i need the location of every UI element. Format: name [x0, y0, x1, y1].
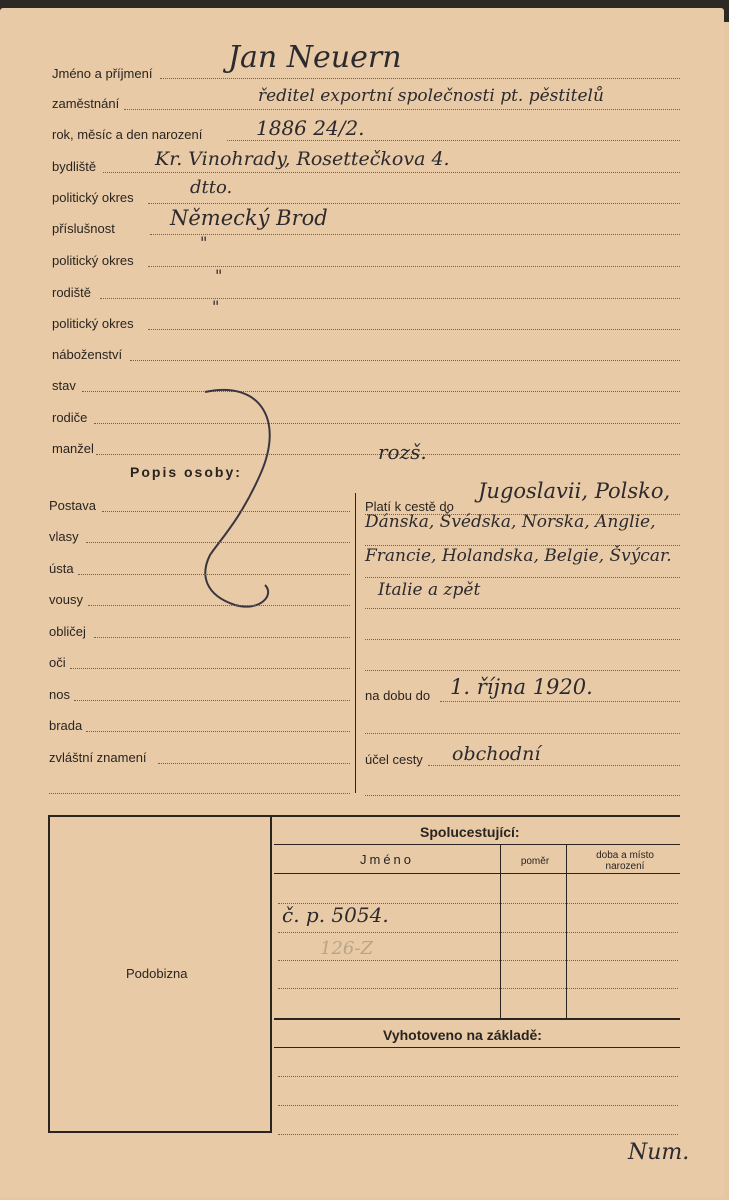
period-value: 1. října 1920. — [450, 675, 593, 699]
desc-hair: vlasy — [49, 529, 79, 544]
destination-line-2: Dánska, Švédska, Norska, Anglie, — [365, 512, 656, 532]
header-rule — [274, 873, 680, 874]
dotline — [148, 203, 680, 204]
desc-mouth: ústa — [49, 561, 74, 576]
desc-eyes: oči — [49, 655, 66, 670]
desc-nose: nos — [49, 687, 70, 702]
dotline — [74, 700, 350, 701]
label-district-3: politický okres — [52, 316, 134, 331]
companions-heading: Spolucestující: — [420, 824, 520, 840]
period-label: na dobu do — [365, 688, 431, 703]
label-status: stav — [52, 378, 76, 393]
desc-marks: zvláštní znamení — [49, 750, 147, 765]
desc-build: Postava — [49, 498, 96, 513]
dotline — [124, 109, 680, 110]
description-heading: Popis osoby: — [130, 464, 242, 480]
dotline — [88, 605, 350, 606]
dotline — [148, 266, 680, 267]
dotline — [94, 423, 680, 424]
label-name: Jméno a příjmení — [52, 66, 153, 81]
label-citizenship: příslušnost — [52, 221, 115, 236]
label-birthplace: rodiště — [52, 285, 92, 300]
dotline — [49, 793, 350, 794]
dotline — [86, 542, 350, 543]
value-occupation: ředitel exportní společnosti pt. pěstitelů — [258, 86, 604, 106]
label-spouse: manžel — [52, 441, 94, 456]
dotline — [365, 577, 680, 578]
destination-line-1: Jugoslavii, Polsko, — [478, 479, 671, 503]
dotline — [428, 765, 680, 766]
label-residence: bydliště — [52, 159, 97, 174]
dotline — [150, 234, 680, 235]
basis-heading: Vyhotoveno na základě: — [383, 1027, 542, 1043]
value-birthdate: 1886 24/2. — [256, 116, 365, 140]
dotline — [70, 668, 350, 669]
col-birth: doba a místo narození — [596, 850, 654, 872]
handwritten-bracket — [190, 380, 310, 630]
label-birthdate: rok, měsíc a den narození — [52, 127, 203, 142]
dotline — [100, 298, 680, 299]
companion-entry: č. p. 5054. — [282, 903, 389, 927]
desc-face: obličej — [49, 624, 86, 639]
destination-line-3: Francie, Holandska, Belgie, Švýcar. — [365, 546, 672, 566]
basis-rule — [274, 1047, 680, 1048]
dotline — [365, 795, 680, 796]
dotline — [278, 1105, 678, 1106]
dotline — [103, 172, 680, 173]
destination-line-4: Italie a zpět — [378, 580, 481, 600]
dotline — [278, 960, 678, 961]
dotline — [365, 608, 680, 609]
label-occupation: zaměstnání — [52, 96, 120, 111]
dotline — [278, 1076, 678, 1077]
companions-rule — [274, 844, 680, 845]
purpose-value: obchodní — [452, 743, 541, 765]
dotline — [278, 932, 678, 933]
dotline — [160, 78, 680, 79]
dotline — [86, 731, 350, 732]
vertical-divider — [355, 493, 356, 793]
value-citizenship: Německý Brod — [170, 206, 328, 230]
faint-stamp: 126-Z — [320, 938, 373, 959]
label-district: politický okres — [52, 190, 134, 205]
value-district-2: " — [200, 233, 208, 252]
dotline — [130, 360, 680, 361]
dotline — [227, 140, 680, 141]
desc-beard: vousy — [49, 592, 83, 607]
valid-label: Platí k cestě do — [365, 499, 454, 514]
value-birthplace: " — [215, 266, 223, 285]
value-district-3: " — [212, 297, 220, 316]
basis-top-rule — [274, 1018, 680, 1020]
dotline — [82, 391, 680, 392]
dotline — [102, 511, 350, 512]
dotline — [365, 670, 680, 671]
dotline — [94, 637, 350, 638]
col-name: Jméno — [360, 852, 415, 867]
value-district: dtto. — [190, 177, 233, 198]
value-residence: Kr. Vinohrady, Rosettečkova 4. — [155, 148, 450, 170]
label-religion: náboženství — [52, 347, 123, 362]
signature: Num. — [628, 1140, 690, 1165]
photo-label: Podobizna — [126, 966, 188, 981]
dotline — [440, 701, 680, 702]
dotline — [148, 329, 680, 330]
dotline — [365, 733, 680, 734]
dotline — [78, 574, 350, 575]
label-district-2: politický okres — [52, 253, 134, 268]
label-parents: rodiče — [52, 410, 88, 425]
purpose-label: účel cesty — [365, 752, 423, 767]
dotline — [278, 988, 678, 989]
dotline — [365, 639, 680, 640]
dotline — [278, 1134, 678, 1135]
col-relation: poměr — [520, 856, 550, 867]
dotline — [158, 763, 350, 764]
mark-rozs: rozš. — [378, 440, 427, 464]
value-name: Jan Neuern — [228, 40, 402, 75]
desc-chin: brada — [49, 718, 83, 733]
